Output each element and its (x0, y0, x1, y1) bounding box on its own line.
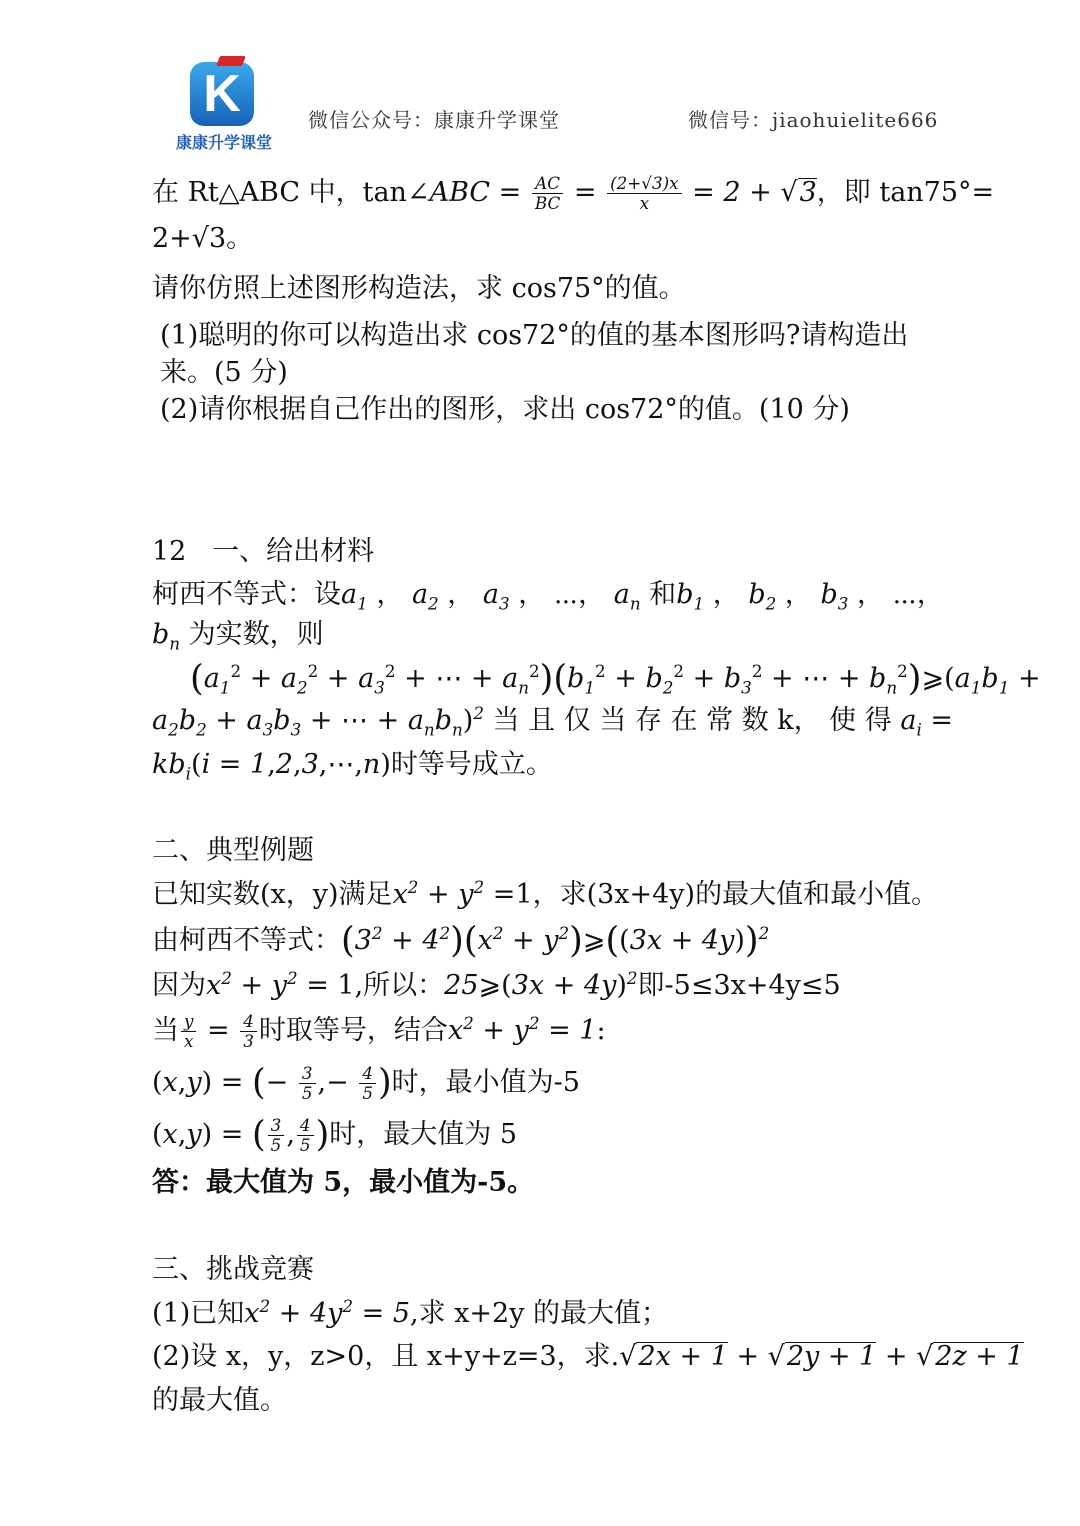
given-prefix: 已知实数(x，y)满足 (152, 879, 393, 910)
p1-suffix: 求 x+2y 的最大值； (418, 1298, 669, 1329)
cauchy-inequality-line-1: ($a_1^2 + a_2^2 + a_3^2$ + ⋯ + $a_n^2)(b_1^2 + b_2^2 + b_3^2$ + ⋯ + $b_n^2)⩾(a_1b_1$ + (190, 658, 1041, 699)
because-line: 因为$x^2 + y^2 = 1$,所以：25⩾(3x + 4y)$^2$即-5≤3x+4y≤5 (152, 968, 841, 1001)
public-account-label: 微信公众号：康康升学课堂 (308, 108, 560, 132)
p1-prefix: (1)已知 (152, 1298, 245, 1329)
question-1-line-2: 来。(5 分) (160, 357, 288, 388)
problem-number: 12 (152, 536, 187, 567)
min-line: (x,y) = (− $\frac{3}{5}$ ,− $\frac{4}{5}$ )时，最小值为-5 (152, 1062, 580, 1104)
because-label: 因为 (152, 970, 206, 1001)
when-suffix: 时取等号，结合 (258, 1015, 448, 1047)
logo-letter: K (203, 65, 241, 123)
tan-intro: 在 Rt△ABC 中， (152, 177, 363, 209)
so-label: 所以： (363, 970, 445, 1001)
equality-end: 时等号成立。 (390, 749, 553, 780)
cauchy-inequality-line-2: $a_2b_2 + a_3b_3$ + ⋯ + $a_nb_n)^2$ 当 且 仅 当 存 在 常 数 k， 使 得 $a_i$ = (152, 703, 954, 740)
range-text: 即-5≤3x+4y≤5 (637, 970, 841, 1001)
examples-heading: 二、典型例题 (152, 835, 314, 866)
challenge-problem-2-end: 的最大值。 (152, 1385, 287, 1416)
example-given-line: 已知实数(x，y)满足$x^2 + y^2 =1$，求(3x+4y)的最大值和最小值。 (152, 877, 939, 910)
p2-prefix: (2)设 x，y，z>0，且 x+y+z=3，求. (152, 1341, 620, 1372)
challenge-heading: 三、挑战竞赛 (152, 1254, 314, 1285)
cauchy-definition-line: 柯西不等式：设$a_1$ ， $a_2$ ， $a_3$ ， ⋯， $a_n$ 和$b_1$ ， $b_2$ ， $b_3$ ， ⋯， (152, 579, 944, 614)
when-label: 当 (152, 1015, 179, 1047)
cauchy-application-line: 由柯西不等式：$(3^2 + 4^2)(x^2$ + $y^2)⩾((3x + 4y))^2$ (152, 920, 770, 961)
max-line: (x,y) = ( $\frac{3}{5}$ , $\frac{4}{5}$ )时，最大值为 5 (152, 1114, 518, 1156)
cauchy-real-line: $b_n$ 为实数，则 (152, 619, 324, 654)
section-12-heading (152, 535, 374, 569)
challenge-problem-2: (2)设 x，y，z>0，且 x+y+z=3，求.√2x + 1 + √2y + 1 + √2z + 1 (152, 1341, 1024, 1372)
question-2: (2)请你根据自己作出的图形，求出 cos72°的值。(10 分) (160, 394, 850, 425)
equality-when-line: 当 $\frac{y}{x}$ = $\frac{4}{3}$ 时取等号，结合$x^2 + y^2 = 1$: (152, 1011, 606, 1052)
challenge-problem-1: (1)已知$x^2 + 4y^2 = 5$,求 x+2y 的最大值； (152, 1296, 669, 1329)
answer-line: 答：最大值为 5，最小值为-5。 (152, 1167, 535, 1198)
cauchy-intro: 柯西不等式：设 (152, 579, 341, 610)
wechat-id-label: 微信号：jiaohuielite666 (688, 108, 939, 132)
logo-text: 康康升学课堂 (175, 133, 272, 152)
min-text: 时，最小值为-5 (391, 1067, 580, 1099)
material-heading: 一、给出材料 (212, 536, 375, 567)
ask-cos75: 请你仿照上述图形构造法，求 cos75°的值。 (152, 273, 686, 304)
equality-condition: 当 且 仅 当 存 在 常 数 k， 使 得 (492, 705, 892, 736)
cauchy-real: 为实数，则 (188, 619, 324, 650)
tan-conclusion: ，即 tan75°= (816, 177, 995, 209)
given-suffix: =1，求(3x+4y)的最大值和最小值。 (492, 879, 939, 910)
tan-derivation-line: 在 Rt△ABC 中，tan∠ABC = $\frac{AC}{BC}$ = $\frac{(2+√3)x}{x}$ = 2 + √3，即 tan75°= (152, 173, 995, 214)
question-1-line-1: (1)聪明的你可以构造出求 cos72°的值的基本图形吗?请构造出 (160, 320, 909, 351)
max-text: 时，最大值为 5 (329, 1119, 518, 1151)
cauchy-equality-line: $kb_i(i$ = 1,2,3,⋯,n)时等号成立。 (152, 749, 553, 784)
brand-logo (168, 60, 280, 156)
tan-result: 2+√3。 (152, 223, 254, 254)
by-cauchy: 由柯西不等式： (152, 925, 341, 956)
